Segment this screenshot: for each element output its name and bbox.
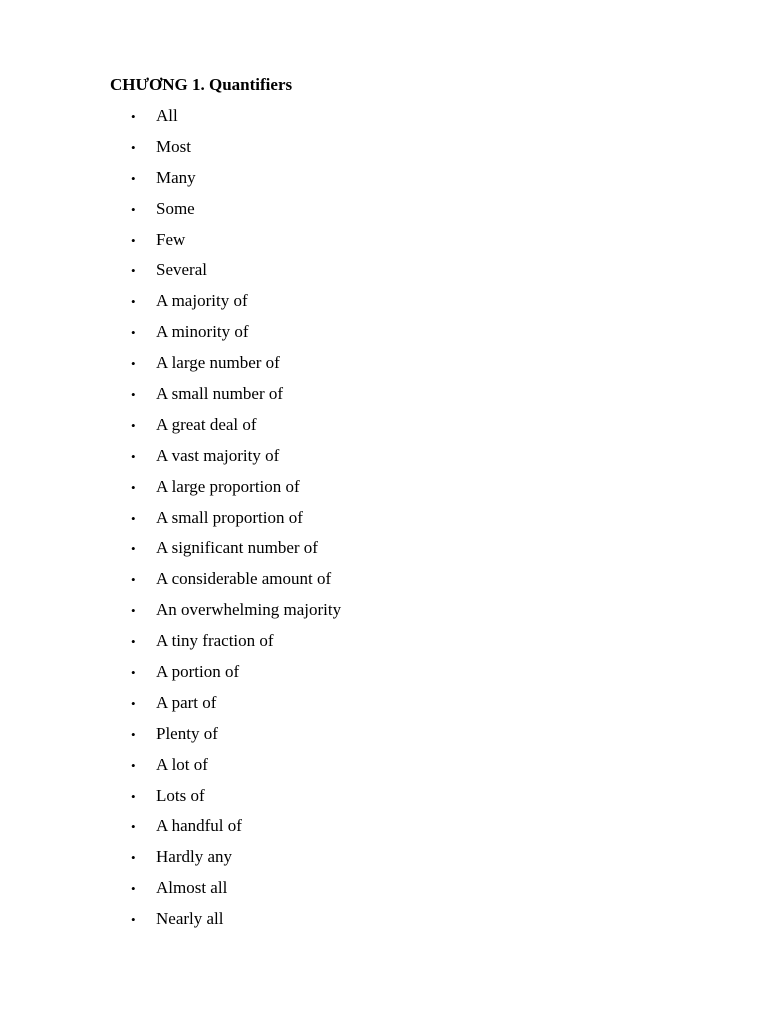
list-item-text: A small proportion of [156, 507, 303, 527]
bullet-icon: • [131, 757, 136, 773]
list-item-text: A lot of [156, 754, 208, 774]
bullet-icon: • [131, 109, 136, 124]
list-item [110, 691, 341, 722]
list-item [110, 444, 341, 475]
list-item [110, 382, 341, 413]
list-item-text: A great deal of [156, 414, 257, 434]
bullet-icon: • [131, 695, 136, 711]
bullet-icon: • [131, 541, 136, 557]
list-item [110, 845, 341, 876]
list-item [110, 475, 341, 506]
bullet-icon: • [131, 170, 136, 186]
list-item-text: Most [156, 136, 191, 156]
bullet-icon: • [131, 387, 136, 403]
bullet-icon: • [131, 819, 136, 835]
list-item-text: All [156, 106, 178, 125]
bullet-icon: • [131, 201, 136, 217]
list-item-text: Nearly all [156, 909, 224, 929]
bullet-icon: • [131, 325, 136, 341]
chapter-heading: CHƯƠNG 1. Quantifiers [110, 75, 293, 94]
list-item-text: Some [156, 198, 195, 218]
bullet-icon: • [131, 572, 136, 588]
quantifier-list [110, 104, 341, 938]
list-item-text: Plenty of [156, 723, 218, 743]
list-item [110, 629, 341, 660]
list-item [110, 567, 341, 598]
list-item [110, 228, 341, 259]
list-item-text: A handful of [156, 816, 242, 836]
bullet-icon: • [131, 788, 136, 804]
list-item [110, 104, 341, 135]
list-item-text: A part of [156, 692, 217, 712]
list-item [110, 660, 341, 691]
list-item [110, 753, 341, 784]
bullet-icon: • [131, 294, 136, 310]
bullet-icon: • [131, 139, 136, 155]
bullet-icon: • [131, 356, 136, 372]
bullet-icon: • [131, 603, 136, 619]
list-item-text: Many [156, 167, 196, 187]
list-item-text: A significant number of [156, 538, 318, 558]
list-item-text: A majority of [156, 291, 248, 311]
list-item [110, 536, 341, 567]
list-item-text: Several [156, 260, 207, 280]
bullet-icon: • [131, 634, 136, 650]
list-item [110, 814, 341, 845]
bullet-icon: • [131, 417, 136, 433]
list-item-text: An overwhelming majority [156, 600, 342, 620]
bullet-icon: • [131, 726, 136, 742]
list-item [110, 197, 341, 228]
list-item [110, 907, 341, 938]
list-item [110, 722, 341, 753]
list-item [110, 876, 341, 907]
list-item [110, 506, 341, 537]
list-item [110, 351, 341, 382]
bullet-icon: • [131, 850, 136, 866]
bullet-icon: • [131, 232, 136, 248]
list-item-text: Hardly any [156, 847, 233, 867]
list-item-text: A large number of [156, 353, 280, 373]
list-item-text: A small number of [156, 384, 284, 404]
list-item-text: A portion of [156, 662, 240, 682]
list-item-text: Almost all [156, 878, 228, 898]
bullet-icon: • [131, 510, 136, 526]
list-item [110, 320, 341, 351]
list-item-text: A minority of [156, 322, 249, 342]
list-item-text: A vast majority of [156, 445, 280, 465]
list-item-text: A considerable amount of [156, 569, 332, 589]
bullet-icon: • [131, 665, 136, 681]
bullet-icon: • [131, 263, 136, 279]
bullet-icon: • [131, 912, 136, 928]
list-item [110, 289, 341, 320]
list-item [110, 166, 341, 197]
list-item [110, 784, 341, 815]
list-item [110, 598, 341, 629]
list-item-text: A tiny fraction of [156, 631, 274, 651]
list-item [110, 258, 341, 289]
list-item-text: Few [156, 229, 186, 249]
list-item-text: Lots of [156, 785, 205, 805]
bullet-icon: • [131, 448, 136, 464]
list-item [110, 135, 341, 166]
list-item-text: A large proportion of [156, 476, 300, 496]
bullet-icon: • [131, 479, 136, 495]
bullet-icon: • [131, 881, 136, 897]
list-item [110, 413, 341, 444]
